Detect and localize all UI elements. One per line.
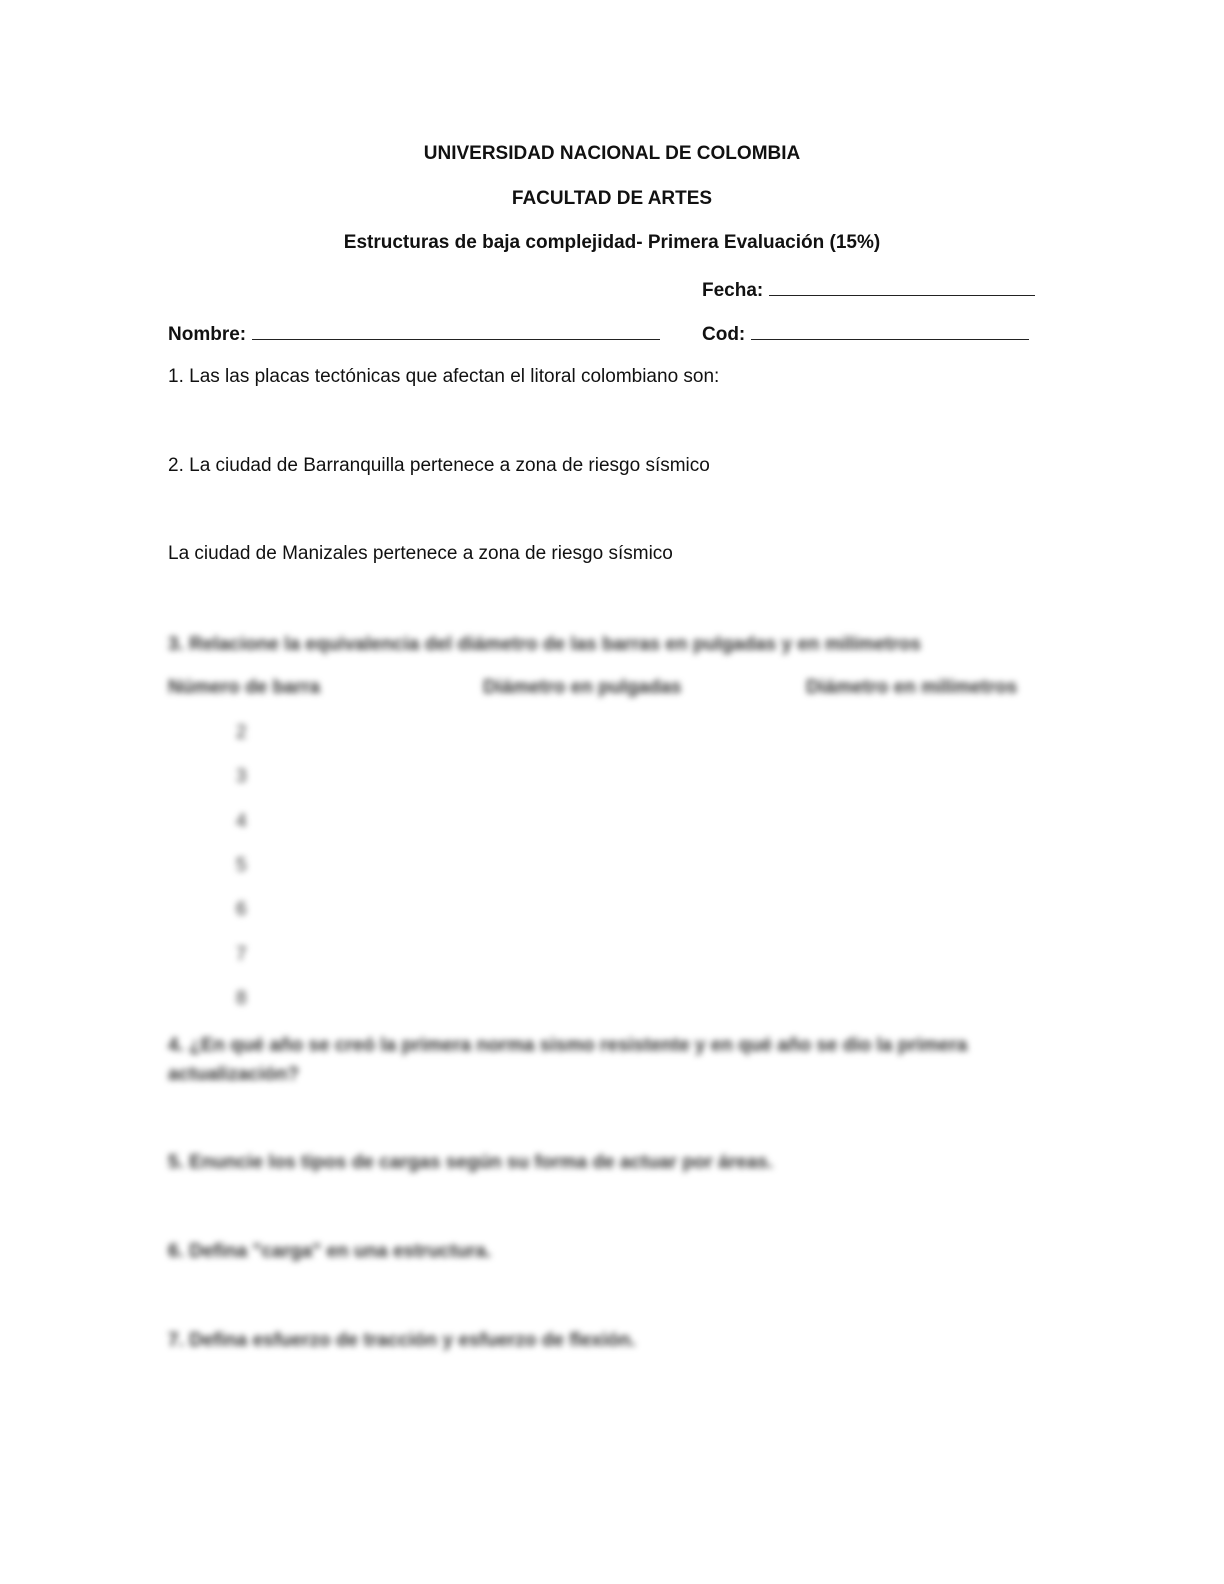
table-row-bar-2: 2 xyxy=(236,722,247,743)
table-header-millimeters: Diámetro en milímetros xyxy=(806,677,1018,698)
table-row-bar-7: 7 xyxy=(236,944,247,965)
table-header-bar-number: Número de barra xyxy=(168,677,321,698)
nombre-blank-line[interactable] xyxy=(252,321,660,340)
table-row-bar-8: 8 xyxy=(236,988,247,1009)
question-2b: La ciudad de Manizales pertenece a zona de riesgo sísmico xyxy=(168,543,673,564)
faculty-title: FACULTAD DE ARTES xyxy=(511,188,713,209)
fecha-blank-line[interactable] xyxy=(769,277,1035,296)
cod-field xyxy=(702,321,1029,346)
question-7: 7. Defina esfuerzo de tracción y esfuerzo de flexión. xyxy=(168,1330,636,1351)
question-5: 5. Enuncie los tipos de cargas según su forma de actuar por áreas. xyxy=(168,1152,774,1173)
table-row-bar-6: 6 xyxy=(236,899,247,920)
question-4-line-1: 4. ¿En qué año se creó la primera norma sismo resistente y en qué año se dio la primera xyxy=(168,1035,968,1056)
question-3: 3. Relacione la equivalencia del diámetro de las barras en pulgadas y en milímetros xyxy=(168,634,921,655)
nombre-field xyxy=(168,321,660,346)
question-4-line-2: actualización? xyxy=(168,1064,299,1085)
table-header-inches: Diámetro en pulgadas xyxy=(483,677,682,698)
fecha-field xyxy=(702,277,1035,302)
question-6: 6. Defina "carga" en una estructura. xyxy=(168,1241,492,1262)
table-row-bar-4: 4 xyxy=(236,811,247,832)
course-title: Estructuras de baja complejidad- Primera Evaluación (15%) xyxy=(343,232,881,253)
nombre-label: Nombre: xyxy=(168,324,247,345)
question-1: 1. Las las placas tectónicas que afectan el litoral colombiano son: xyxy=(168,366,720,387)
cod-blank-line[interactable] xyxy=(751,321,1029,340)
university-title: UNIVERSIDAD NACIONAL DE COLOMBIA xyxy=(423,143,801,164)
table-row-bar-3: 3 xyxy=(236,766,247,787)
question-2: 2. La ciudad de Barranquilla pertenece a zona de riesgo sísmico xyxy=(168,455,710,476)
cod-label: Cod: xyxy=(702,324,746,345)
fecha-label: Fecha: xyxy=(702,280,764,301)
table-row-bar-5: 5 xyxy=(236,855,247,876)
